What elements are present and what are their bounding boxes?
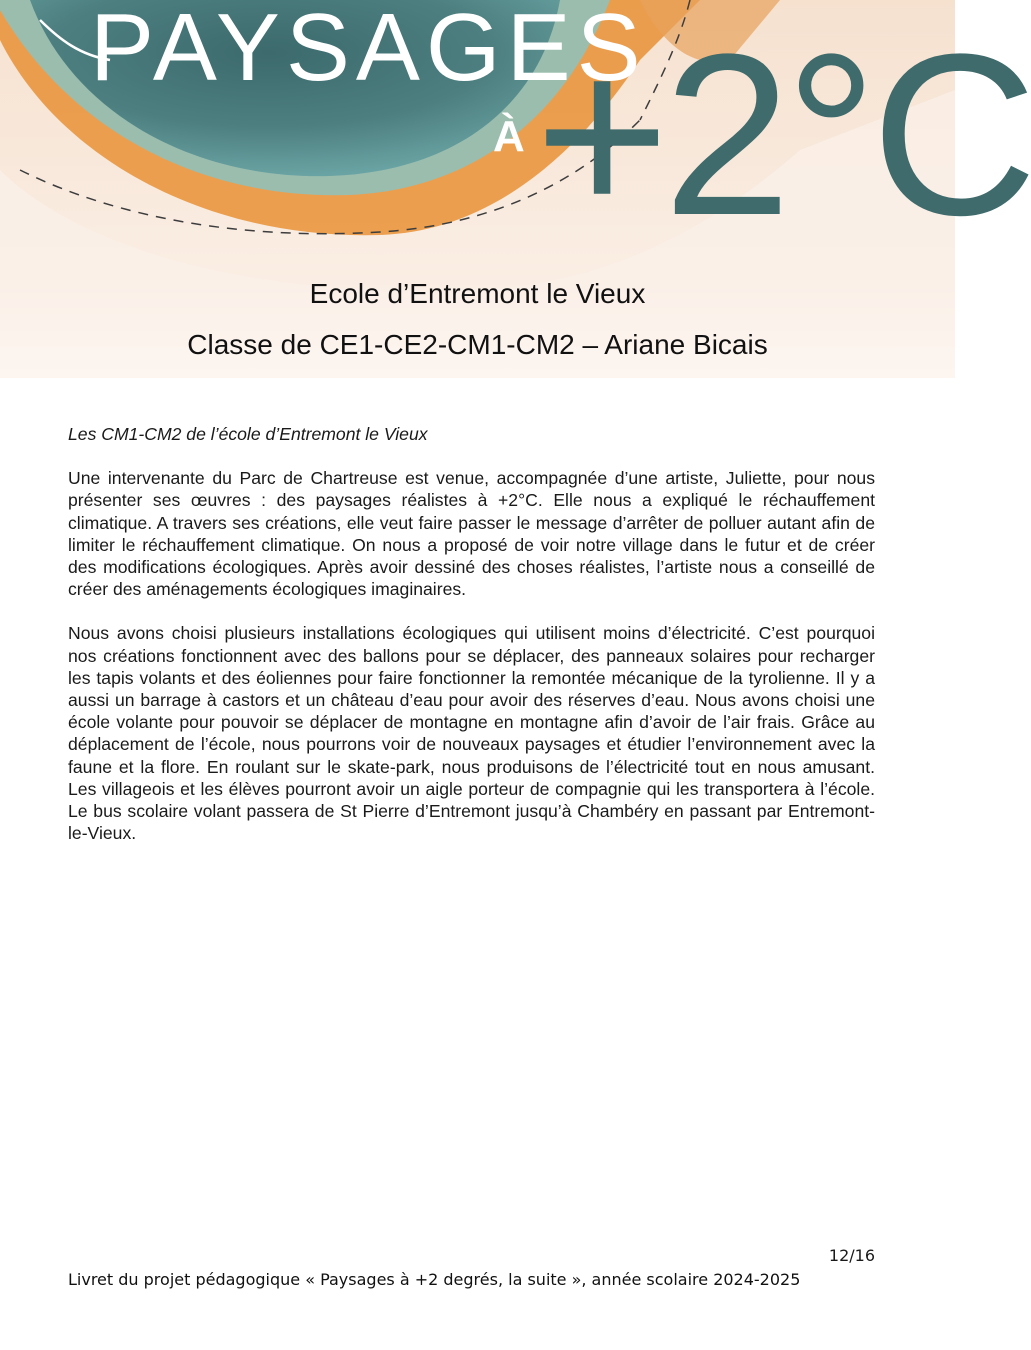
article-intro: Les CM1-CM2 de l’école d’Entremont le Vieux bbox=[68, 424, 428, 444]
logo-a: À bbox=[493, 112, 525, 161]
logo-temperature: +2°C bbox=[535, 6, 1031, 263]
school-name: Ecole d’Entremont le Vieux bbox=[309, 278, 646, 309]
logo-word: PAYSAGES bbox=[90, 0, 647, 101]
paragraph-1: Une intervenante du Parc de Chartreuse est venue, accompagnée d’une artiste, Juliette, pour nous présenter ses œuvres : des paysages réalistes à +2°C. Elle nous a expliqué le réchauffement climatique. A travers ses créations, elle veut faire passer le message d’arrêter de polluer autant afin de limiter le réchauffement climatique. On nous a proposé de voir notre village dans le futur et de créer des modifications écologiques. Après avoir dessiné des choses réalistes, l’artiste nous a conseillé de créer des aménagements écologiques imaginaires. bbox=[68, 468, 875, 600]
footer-text: Livret du projet pédagogique « Paysages à +2 degrés, la suite », année scolaire 2024-2025 bbox=[68, 1270, 801, 1289]
header-banner bbox=[0, 0, 1031, 378]
page-number: 12/16 bbox=[828, 1246, 875, 1265]
article-body bbox=[68, 423, 875, 866]
class-name: Classe de CE1-CE2-CM1-CM2 – Ariane Bicais bbox=[187, 329, 768, 360]
paragraph-2: Nous avons choisi plusieurs installations écologiques qui utilisent moins d’électricité. C’est pourquoi nos créations fonctionnent avec des ballons pour se déplacer, des panneaux solaires pour recharger les tapis volants et des éoliennes pour faire fonctionner la remontée mécanique de la tyrolienne. Il y a aussi un barrage à castors et un château d’eau pour avoir des réserves d’eau. Nous avons choisi une école volante pour pouvoir se déplacer de montagne en montagne afin d’avoir de l’air frais. Grâce au déplacement de l’école, nous pourrons voir de nouveaux paysages et étudier l’environnement avec la faune et la flore. En roulant sur le skate-park, nous produisons de l’électricité tout en nous amusant. Les villageois et les élèves pourront avoir un aigle porteur de compagnie qui les transportera à l’école. Le bus scolaire volant passera de St Pierre d’Entremont jusqu’à Chambéry en passant par Entremont-le-Vieux. bbox=[68, 623, 875, 844]
